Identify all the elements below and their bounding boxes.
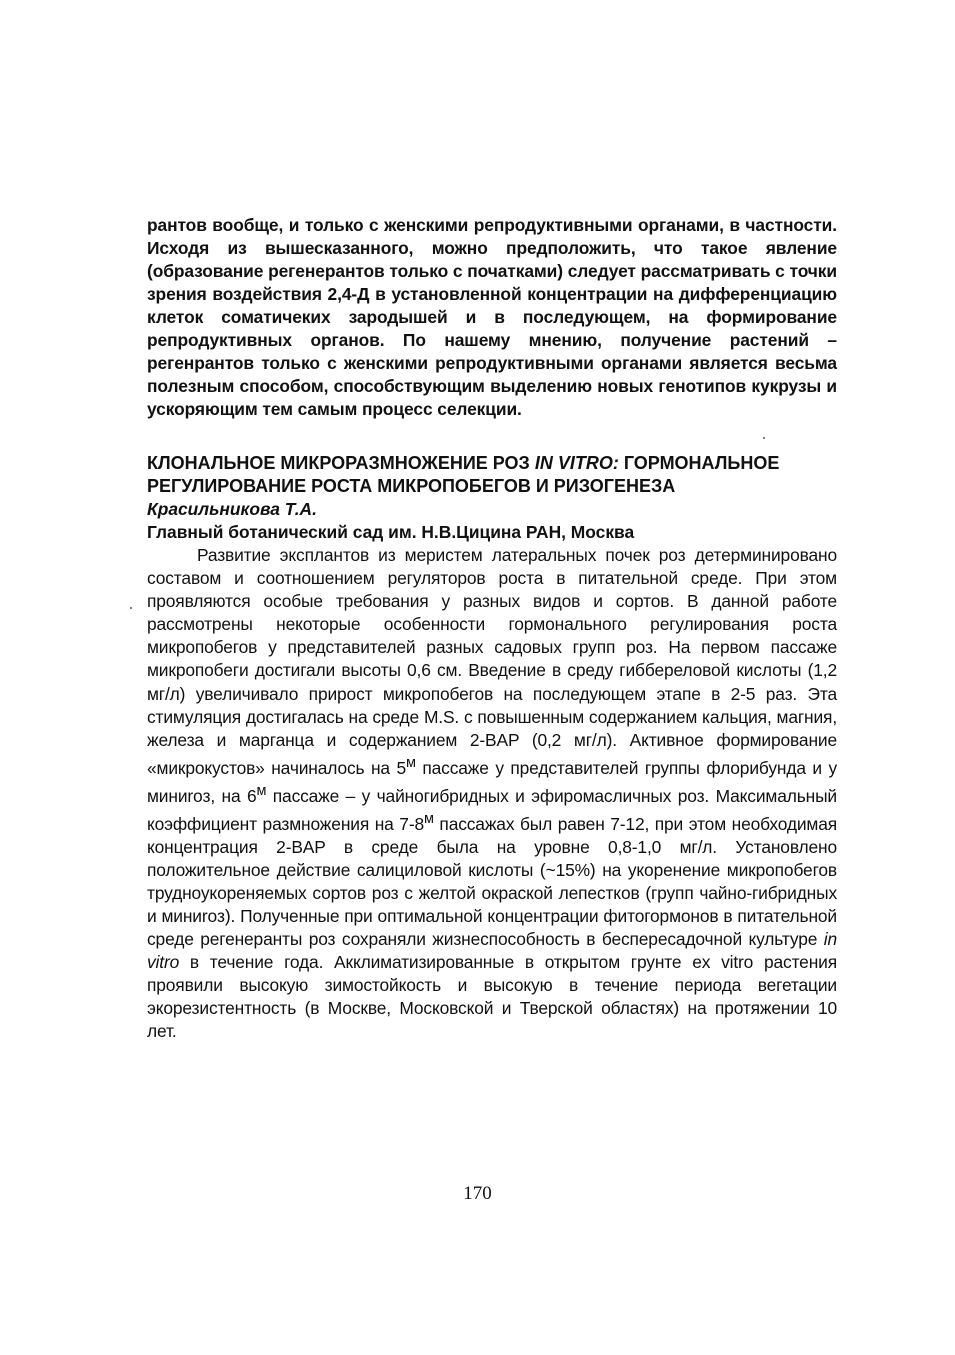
body-part-1: Развитие эксплантов из меристем латеральных почек роз детерминировано составом и соотношением регуляторов роста в питательной среде. При этом проявляются особые требования у разных видов и сортов. В данной работе рассмотрены некоторые особенности гормонального регулирования роста микропобегов у представителей разных садовых групп роз. На первом пассаже микропобеги достигали высоты 0,6 см. Введение в среду гиббереловой кислоты (1,2 мг/л) увеличивало прирост микропобегов на последующем этапе в 2-5 раз. Эта стимуляция достигалась на среде M.S. с повышенным содержанием кальция, магния, железа и марганца и содержанием 2-BAP (0,2 мг/л). Активное формирование «микрокустов» начиналось на 5 bbox=[147, 545, 837, 778]
top-paragraph: рантов вообще, и только с женскими репродуктивными органами, в частности. Исходя из вышесказанного, можно предположить, что такое явление (образование регенерантов только с початками) следует рассматривать с точки зрения воздействия 2,4-Д в установленной концентрации на дифференциацию клеток соматичеких зародышей и в последующем, на формирование репродуктивных органов. По нашему мнению, получение растений – регенрантов только с женскими репродуктивными органами является весьма полезным способом, способствующим выделению новых генотипов кукрузы и ускоряющим тем самым процесс селекции. bbox=[147, 215, 837, 419]
article-author: Красильникова Т.А. bbox=[147, 499, 317, 519]
page-number: 170 bbox=[463, 1183, 492, 1204]
article bbox=[147, 452, 837, 1043]
superscript-1: м bbox=[406, 754, 416, 771]
article-title-italic: IN VITRO: bbox=[534, 453, 619, 473]
body-part-5: в течение года. Акклиматизированные в открытом грунте ex vitro растения проявили высокую зимостойкость и высокую в течение периода вегетации экорезистентность (в Москве, Московской и Тверской областях) на протяжении 10 лет. bbox=[147, 951, 837, 1042]
body-part-3: пассаже – у чайногибридных и эфиромасличных роз. Максимальный коэффициент размножения на 7-8 bbox=[147, 785, 837, 834]
article-body bbox=[147, 544, 837, 1043]
superscript-2: м bbox=[256, 782, 267, 799]
article-title-part2: ГОРМОНАЛЬНОЕ РЕГУЛИРОВАНИЕ РОСТА МИКРОПОБЕГОВ И РИЗОГЕНЕЗА bbox=[147, 453, 780, 496]
article-title bbox=[147, 452, 837, 498]
body-italic-in-vitro: in vitro bbox=[147, 928, 837, 972]
body-part-4: пассажах был равен 7-12, при этом необходимая концентрация 2-BAP в среде была на уровне 0,8-1,0 мг/л. Установлено положительное действие салициловой кислоты (~15%) на укоренение микропобегов трудноукореняемых сортов роз с желтой окраской лепестков (групп чайно-гибридных и миниroз). Полученные при оптимальной концентрации фитогормонов в питательной среде регенеранты роз сохраняли жизнеспособность в беспересадочной культуре bbox=[147, 813, 837, 949]
body-part-2: пассаже у представителей группы флорибунда и у миниroз, на 6 bbox=[147, 757, 838, 806]
scan-speck bbox=[763, 437, 765, 439]
superscript-3: м bbox=[423, 810, 434, 827]
article-affiliation: Главный ботанический сад им. Н.В.Цицина РАН, Москва bbox=[147, 522, 635, 542]
scan-speck bbox=[130, 607, 132, 609]
article-title-part1: КЛОНАЛЬНОЕ МИКРОРАЗМНОЖЕНИЕ РОЗ bbox=[147, 453, 535, 473]
